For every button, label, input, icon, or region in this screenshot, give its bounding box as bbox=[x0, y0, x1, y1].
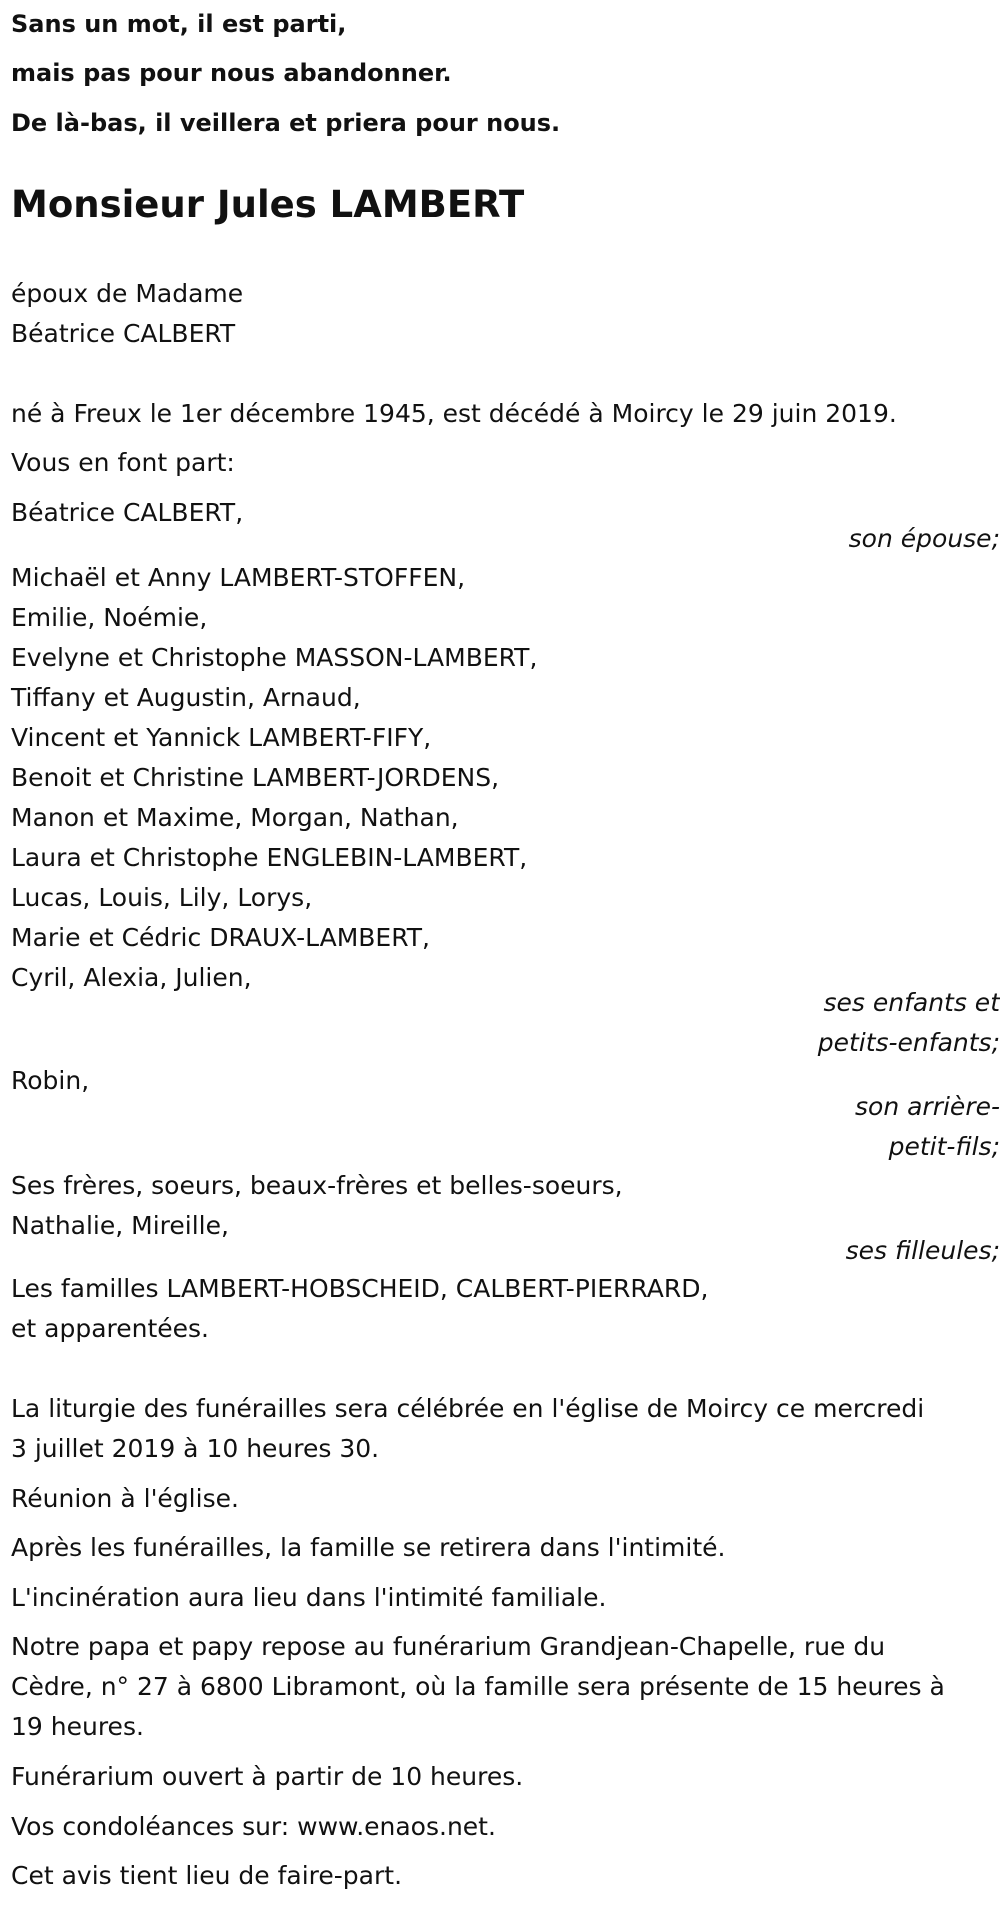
liturgy-line-2: 3 juillet 2019 à 10 heures 30. bbox=[11, 1434, 380, 1463]
children-role-line-1: ses enfants et bbox=[823, 988, 1000, 1017]
meeting-info: Réunion à l'église. bbox=[11, 1484, 239, 1513]
announce-intro: Vous en font part: bbox=[11, 448, 235, 477]
siblings-entry: Ses frères, soeurs, beaux-frères et belles-soeurs, bbox=[11, 1171, 623, 1200]
birth-death-statement: né à Freux le 1er décembre 1945, est décédé à Moircy le 29 juin 2019. bbox=[11, 399, 897, 428]
families-line-1: Les familles LAMBERT-HOBSCHEID, CALBERT-PIERRARD, bbox=[11, 1274, 709, 1303]
condolences-info: Vos condoléances sur: www.enaos.net. bbox=[11, 1812, 496, 1841]
goddaughters-role: ses filleules; bbox=[845, 1236, 1000, 1265]
rest-info-line-1: Notre papa et papy repose au funérarium Grandjean-Chapelle, rue du bbox=[11, 1632, 886, 1661]
children-line: Laura et Christophe ENGLEBIN-LAMBERT, bbox=[11, 843, 528, 872]
after-funeral-info: Après les funérailles, la famille se retirera dans l'intimité. bbox=[11, 1533, 726, 1562]
great-grandchild-role-line-1: son arrière- bbox=[855, 1092, 1000, 1121]
goddaughters-entry: Nathalie, Mireille, bbox=[11, 1211, 229, 1240]
funerarium-hours: Funérarium ouvert à partir de 10 heures. bbox=[11, 1762, 524, 1791]
children-line: Manon et Maxime, Morgan, Nathan, bbox=[11, 803, 459, 832]
spouse-role: son épouse; bbox=[848, 524, 1000, 553]
children-line: Tiffany et Augustin, Arnaud, bbox=[11, 683, 361, 712]
children-line: Marie et Cédric DRAUX-LAMBERT, bbox=[11, 923, 430, 952]
children-line: Cyril, Alexia, Julien, bbox=[11, 963, 252, 992]
children-line: Emilie, Noémie, bbox=[11, 603, 208, 632]
notice-statement: Cet avis tient lieu de faire-part. bbox=[11, 1861, 403, 1890]
cremation-info: L'incinération aura lieu dans l'intimité familiale. bbox=[11, 1583, 607, 1612]
families-line-2: et apparentées. bbox=[11, 1314, 209, 1343]
children-line: Vincent et Yannick LAMBERT-FIFY, bbox=[11, 723, 432, 752]
great-grandchild-role-line-2: petit-fils; bbox=[888, 1132, 1000, 1161]
rest-info-line-3: 19 heures. bbox=[11, 1712, 144, 1741]
children-line: Benoit et Christine LAMBERT-JORDENS, bbox=[11, 763, 500, 792]
children-role-line-2: petits-enfants; bbox=[817, 1028, 1000, 1057]
children-line: Evelyne et Christophe MASSON-LAMBERT, bbox=[11, 643, 538, 672]
liturgy-line-1: La liturgie des funérailles sera célébrée en l'église de Moircy ce mercredi bbox=[11, 1394, 925, 1423]
rest-info-line-2: Cèdre, n° 27 à 6800 Libramont, où la famille sera présente de 15 heures à bbox=[11, 1672, 945, 1701]
deceased-name: Monsieur Jules LAMBERT bbox=[11, 183, 525, 226]
great-grandchild-entry: Robin, bbox=[11, 1066, 90, 1095]
children-line: Lucas, Louis, Lily, Lorys, bbox=[11, 883, 313, 912]
spouse-line-2: Béatrice CALBERT bbox=[11, 319, 236, 348]
poem-line-3: De là-bas, il veillera et priera pour nous. bbox=[11, 109, 561, 137]
spouse-family-entry: Béatrice CALBERT, bbox=[11, 498, 244, 527]
spouse-line-1: époux de Madame bbox=[11, 279, 244, 308]
poem-line-1: Sans un mot, il est parti, bbox=[11, 10, 347, 38]
children-line: Michaël et Anny LAMBERT-STOFFEN, bbox=[11, 563, 466, 592]
poem-line-2: mais pas pour nous abandonner. bbox=[11, 59, 452, 87]
